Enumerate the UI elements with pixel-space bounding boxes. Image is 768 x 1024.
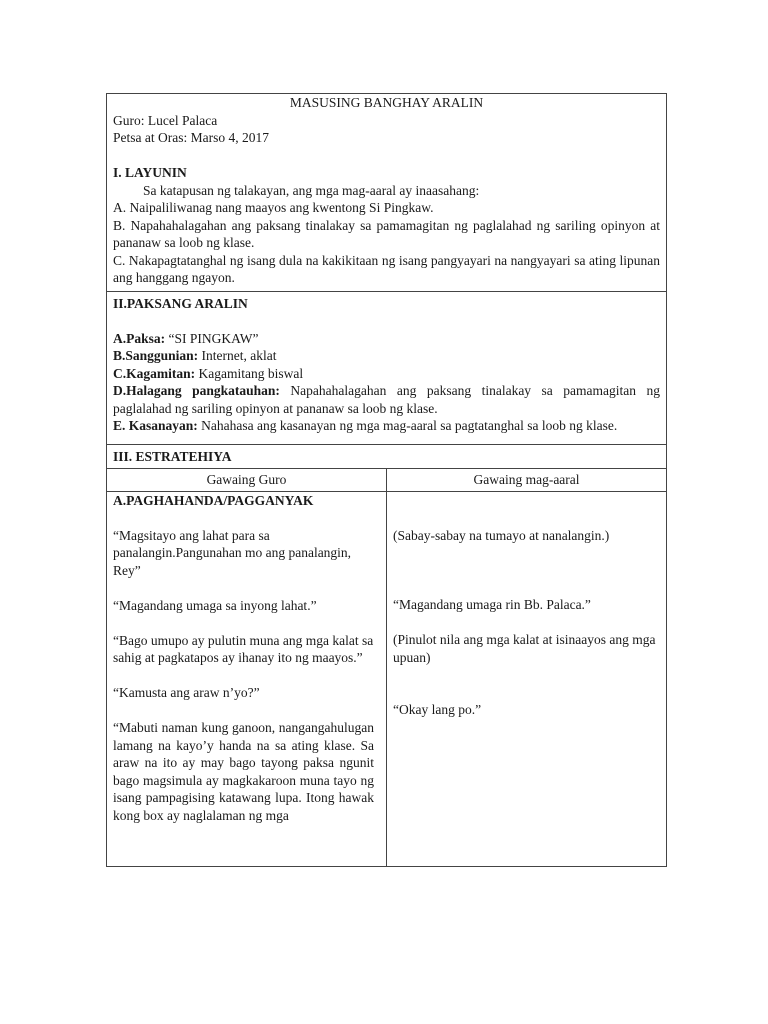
column-header-mag-aaral: Gawaing mag-aaral [473,472,580,487]
sanggunian-value: Internet, aklat [201,348,277,363]
header-row [107,94,667,292]
guro-line-5: “Mabuti naman kung ganoon, nangangahulugan lamang na kayo’y handa na sa ating klase. Sa araw na ito ay may bago tayong paksa ngunit bago magsimula ay magkakaroon muna tayo ng isang pampagising katawang lupa. Itong hawak kong box ay naglalaman ng mga [113,720,374,823]
kasanayan-value: Nahahasa ang kasanayan ng mga mag-aaral sa pagtatanghal sa loob ng klase. [201,418,618,433]
date-label: Petsa at Oras: [113,130,188,145]
column-header-row [107,469,667,492]
pagganyak-heading: A.PAGHAHANDA/PAGGANYAK [113,492,314,508]
date-value: Marso 4, 2017 [190,130,269,145]
layunin-item-b: B. Napahahalagahan ang paksang tinalakay sa pamamagitan ng paglalahad ng sariling opinyon at pananaw sa loob ng klase. [113,217,661,250]
paksang-aralin-row [107,291,667,444]
teacher-name: Lucel Palaca [147,112,218,128]
guro-line-1: “Magsitayo ang lahat para sa panalangin.Pangunahan mo ang panalangin, Rey” [113,527,352,578]
mag-aaral-line-4: “Okay lang po.” [393,702,482,717]
document-title: MASUSING BANGHAY ARALIN [289,95,484,110]
spacer [393,492,660,510]
column-header-guro: Gawaing Guro [206,472,287,487]
guro-line-2: “Magandang umaga sa inyong lahat.” [113,597,317,613]
layunin-heading: I. LAYUNIN [113,165,187,180]
estratehiya-heading: III. ESTRATEHIYA [113,448,232,464]
paksa-label: A.Paksa: [113,330,166,346]
layunin-item-c: C. Nakapagtatanghal ng isang dula na kakikitaan ng isang pangyayari na nangyayari sa ating lipunan ang hanggang ngayon. [113,252,661,285]
halaga-line [113,382,660,417]
paksa-line [113,330,660,348]
date-line [113,129,660,147]
activity-row [107,491,667,866]
kagamitan-line [113,365,660,383]
guro-line-3: “Bago umupo ay pulutin muna ang mga kalat sa sahig at pagkatapos ay ihanay ito ng maayos.” [113,632,374,665]
kasanayan-line [113,417,660,435]
kagamitan-value: Kagamitang biswal [198,365,304,381]
spacer [113,147,660,165]
sanggunian-line [113,347,660,365]
mag-aaral-line-2: “Magandang umaga rin Bb. Palaca.” [393,597,591,612]
mag-aaral-line-3: (Pinulot nila ang mga kalat at isinaayos ang mga upuan) [393,632,656,665]
estratehiya-row [107,444,667,469]
lesson-plan-table [106,93,667,867]
mag-aaral-column [393,492,660,866]
guro-line-4: “Kamusta ang araw n’yo?” [113,685,260,700]
paksa-value: “SI PINGKAW” [168,330,259,346]
mag-aaral-line-1: (Sabay-sabay na tumayo at nanalangin.) [393,527,610,543]
paksang-aralin-heading: II.PAKSANG ARALIN [113,295,248,311]
guro-column [113,492,374,866]
sanggunian-label: B.Sanggunian: [113,348,199,363]
halaga-label: D.Halagang pangkatauhan: [113,383,280,398]
halaga-value: Napahahalagahan ang paksang tinalakay sa pamamagitan ng paglalahad ng sariling opinyon at pananaw sa loob ng klase. [113,383,661,416]
layunin-item-a: A. Naipaliliwanag nang maayos ang kwentong Si Pingkaw. [113,200,434,215]
teacher-label: Guro: [113,112,145,128]
spacer [113,312,660,330]
layunin-intro: Sa katapusan ng talakayan, ang mga mag-aaral ay inaasahang: [143,182,480,198]
lesson-plan-page [106,93,666,867]
kagamitan-label: C.Kagamitan: [113,365,196,381]
teacher-line [113,112,660,130]
kasanayan-label: E. Kasanayan: [113,418,198,433]
